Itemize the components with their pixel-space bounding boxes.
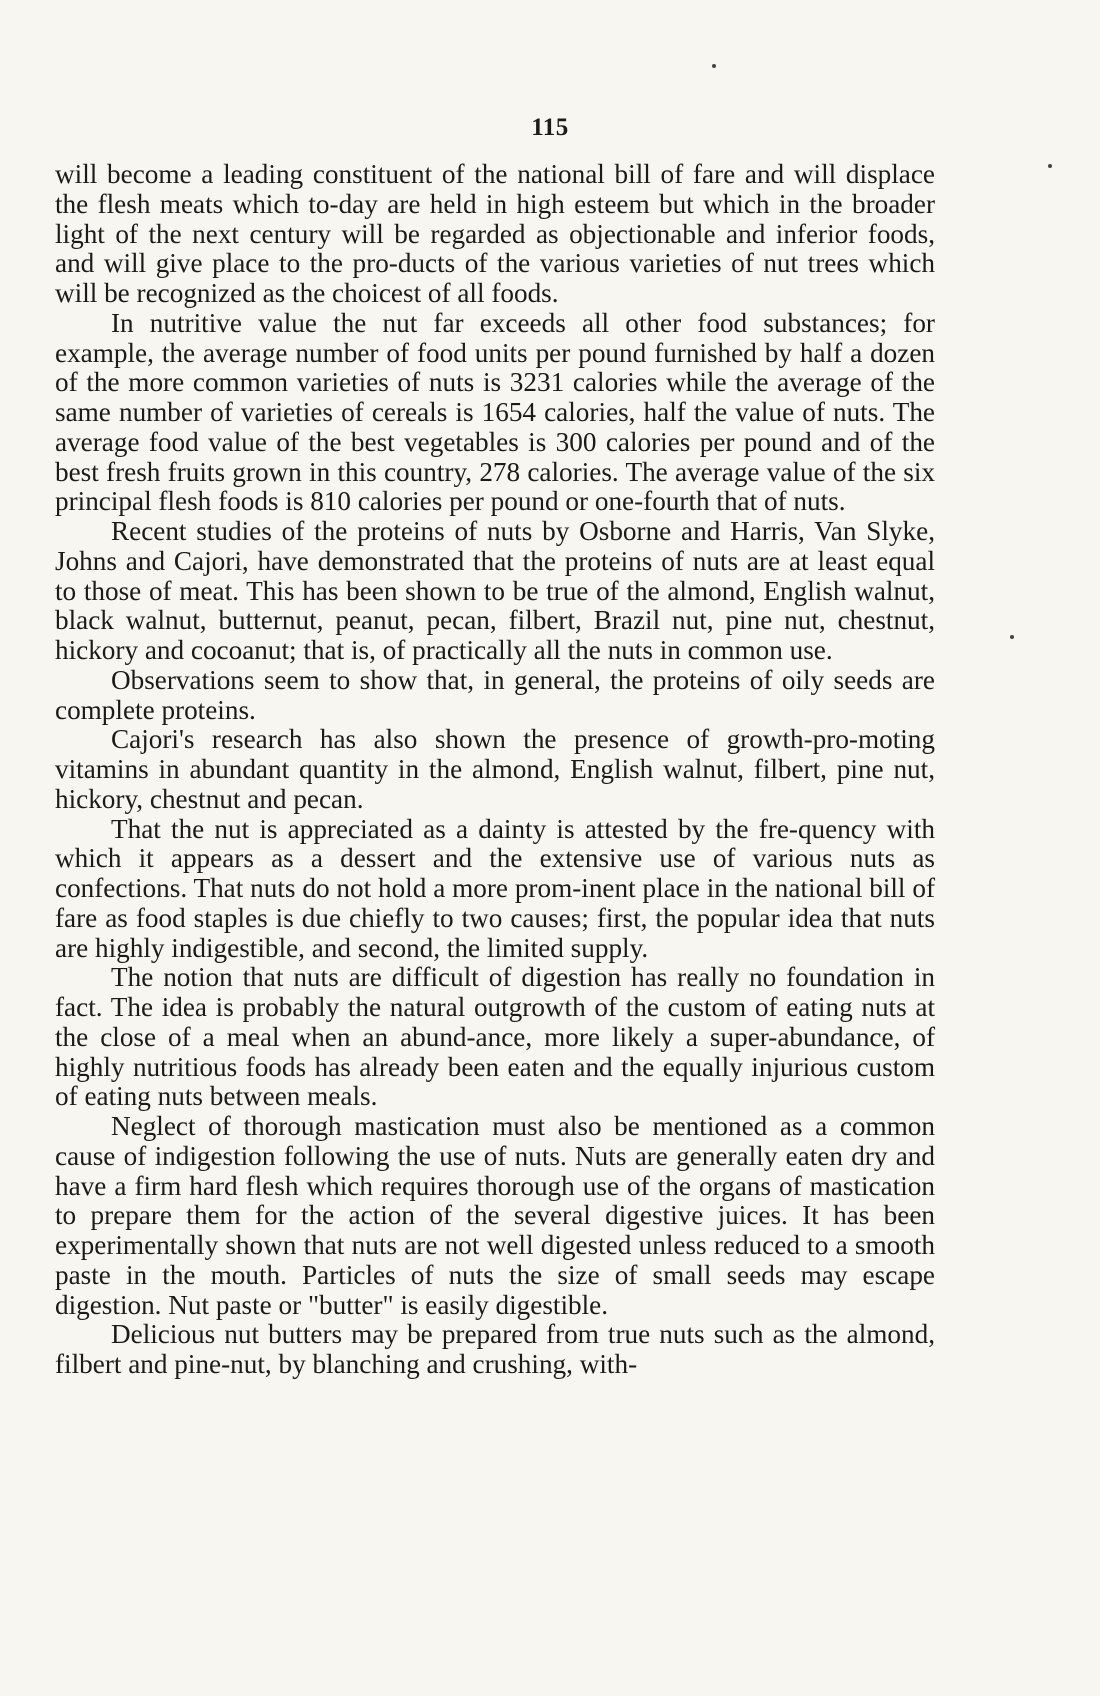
paragraph: Cajori's research has also shown the presence of growth-pro-​moting vitamins in abundant quantity in the almond, English walnut, filbert, pine nut, hickory, chestnut and pecan.	[55, 724, 935, 814]
scan-speck	[1048, 164, 1052, 168]
paragraph: will become a leading constituent of the national bill of fare and will displace the flesh meats which to-day are held in high esteem but which in the broader light of the next century will be regarded as objectionable and inferior foods, and will give place to the pro-​ducts of the various varieties of nut trees which will be recognized as the choicest of all foods.	[55, 159, 935, 308]
paragraph: Neglect of thorough mastication must also be mentioned as a common cause of indigestion following the use of nuts. Nuts are generally eaten dry and have a firm hard flesh which requires thorough use of the organs of mastication to prepare them for the action of the several digestive juices. It has been experimentally shown that nuts are not well digested unless reduced to a smooth paste in the mouth. Particles of nuts the size of small seeds may escape digestion. Nut paste or "butter" is easily digestible.	[55, 1111, 935, 1320]
scan-speck	[712, 64, 716, 68]
paragraph: Delicious nut butters may be prepared from true nuts such as the almond, filbert and pine-nut, by blanching and crushing, with-	[55, 1319, 935, 1379]
body-text	[55, 160, 935, 1380]
paragraph: Recent studies of the proteins of nuts by Osborne and Harris, Van Slyke, Johns and Cajori, have demonstrated that the proteins of nuts are at least equal to those of meat. This has been shown to be true of the almond, English walnut, black walnut, butternut, peanut, pecan, filbert, Brazil nut, pine nut, chestnut, hickory and cocoanut; that is, of practically all the nuts in common use.	[55, 516, 935, 665]
paragraph: That the nut is appreciated as a dainty is attested by the fre-​quency with which it appears as a dessert and the extensive use of various nuts as confections. That nuts do not hold a more prom-​inent place in the national bill of fare as food staples is due chiefly to two causes; first, the popular idea that nuts are highly indigestible, and second, the limited supply.	[55, 813, 935, 963]
paragraph: In nutritive value the nut far exceeds all other food substances; for example, the average number of food units per pound furnished by half a dozen of the more common varieties of nuts is 3231 calories while the average of the same number of varieties of cereals is 1654 calories, half the value of nuts. The average food value of the best vegetables is 300 calories per pound and of the best fresh fruits grown in this country, 278 calories. The average value of the six principal flesh foods is 810 calories per pound or one-fourth that of nuts.	[55, 307, 935, 517]
paragraph: Observations seem to show that, in general, the proteins of oily seeds are complete proteins.	[55, 664, 935, 725]
page-number: 115	[531, 114, 569, 141]
scan-speck	[1010, 635, 1014, 639]
paragraph: The notion that nuts are difficult of digestion has really no foundation in fact. The idea is probably the natural outgrowth of the custom of eating nuts at the close of a meal when an abund-​ance, more likely a super-abundance, of highly nutritious foods has already been eaten and the equally injurious custom of eating nuts between meals.	[55, 962, 935, 1112]
